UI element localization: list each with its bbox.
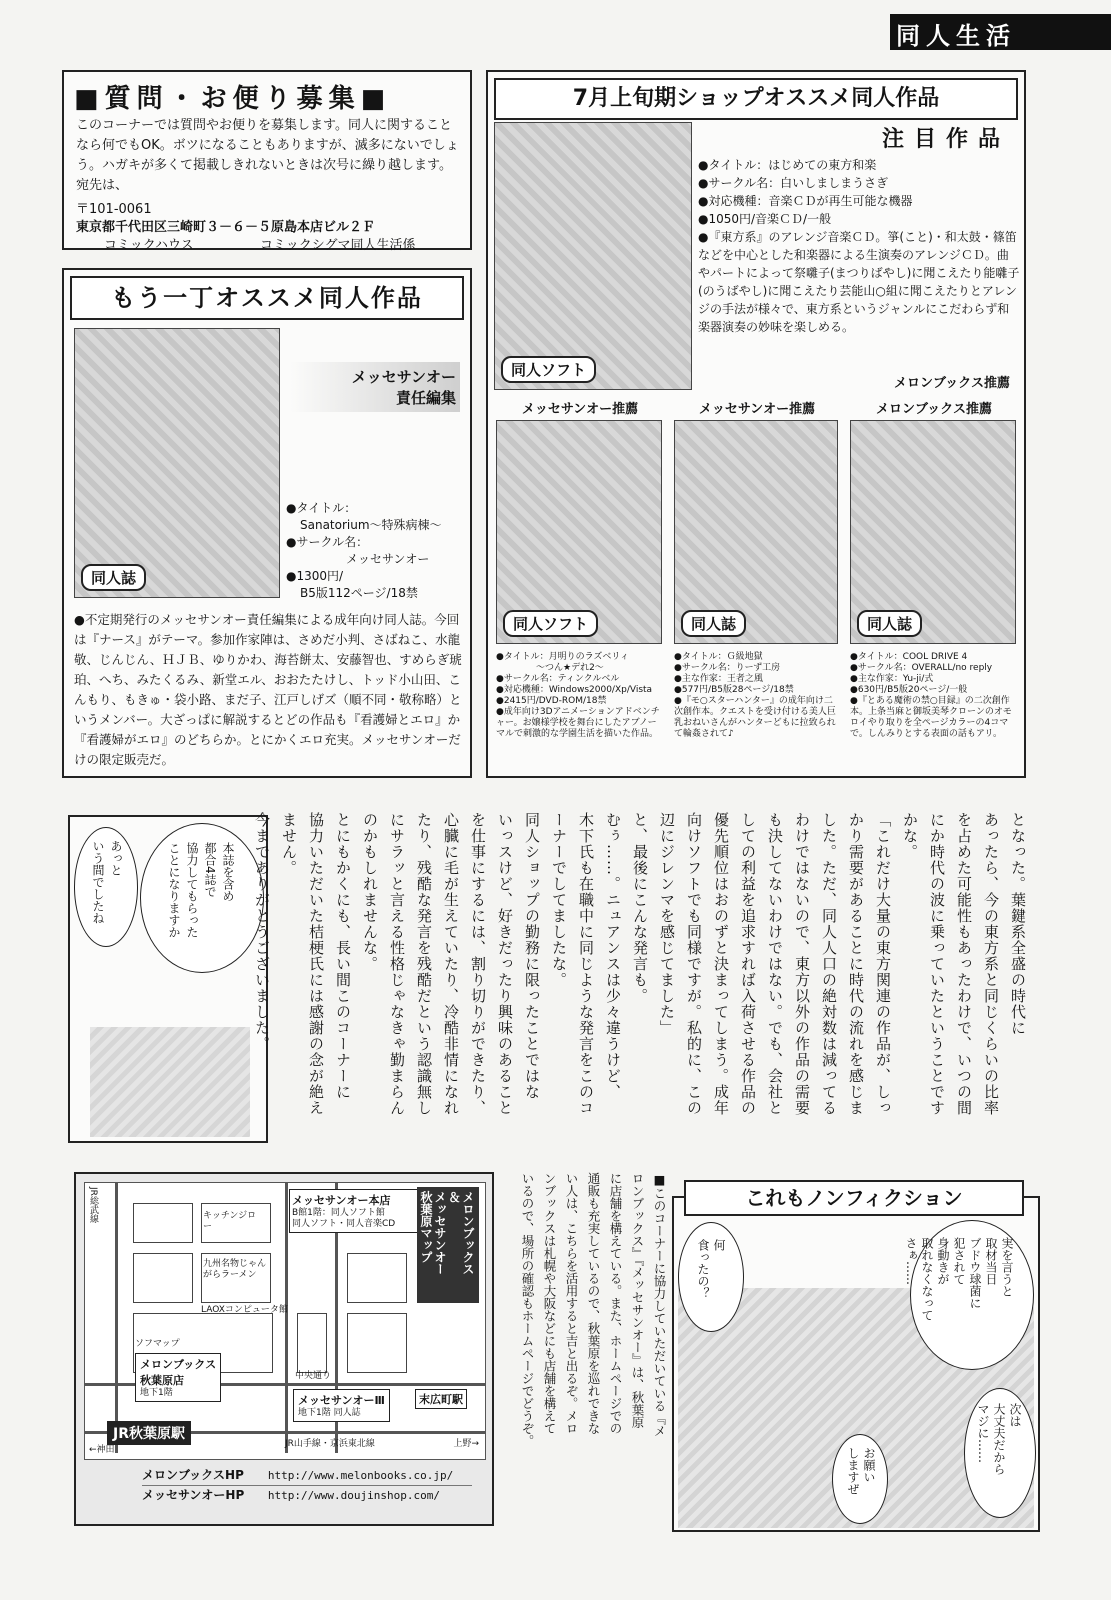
- label-ueno: 上野→: [453, 1439, 479, 1449]
- info-line: ●2415円/DVD-ROM/18禁: [496, 696, 607, 706]
- bubble-text: [975, 1403, 1023, 1475]
- info-line: ●タイトル：: [286, 501, 357, 515]
- label-kyushu: 九州名物じゃんがらラーメン: [203, 1259, 267, 1280]
- info-line: ●タイトル：はじめての東方和楽: [698, 158, 877, 172]
- comic-characters-image: [90, 1027, 250, 1137]
- info-line: ●『とある魔術の禁○目録』の二次創作本。上条当麻と御坂美琴クローンのオモロイやり取りを全ページカラーの4コマで。しんみりとする表面の話もアリ。: [850, 696, 1012, 739]
- info-line: メッセサンオー: [346, 552, 430, 566]
- corner-note: [516, 1172, 670, 1522]
- info-line: ●1050円/音楽ＣＤ/一般: [698, 212, 832, 226]
- bubble-line: お願い: [862, 1447, 876, 1483]
- bubble-line: 取れなくなって: [920, 1237, 934, 1321]
- touhou-cd-cover-image: [494, 122, 692, 390]
- pick-info: [674, 652, 840, 740]
- essay-line: にか時代の波に乗っていたということです: [928, 812, 946, 1116]
- bubble-line: マジに……: [976, 1403, 990, 1463]
- map-title-line: ＆: [447, 1191, 461, 1203]
- comic-title: これもノンフィクション: [684, 1180, 1024, 1216]
- messe-honten-name: メッセサンオー本店: [292, 1194, 391, 1207]
- essay-line: した。ただ、同人人口の絶対数は減ってる: [820, 812, 838, 1116]
- essay-line: 向けソフトでも同様ですが。私的に、この: [685, 812, 703, 1116]
- essay-line: 辺にジレンマを感じてました」: [658, 812, 676, 1036]
- messe-hp-row: [142, 1486, 472, 1505]
- speech-bubble: [832, 1434, 888, 1524]
- map-block: [347, 1313, 407, 1373]
- essay-line: かな。: [901, 812, 919, 860]
- essay-line: にサラッと言える性格じゃなきゃ勤まらん: [388, 812, 406, 1116]
- bubble-text: [165, 842, 237, 938]
- corner-line: ンブックスは札幌や大阪などにも店舗を構えて: [542, 1172, 557, 1435]
- map-title: [417, 1187, 479, 1303]
- info-line: ～つん★デれ2～: [536, 663, 604, 673]
- messe3-name: メッセサンオーⅢ: [298, 1394, 385, 1407]
- essay-line: 協力いただいた桔梗氏には感謝の念が絶え: [307, 812, 325, 1116]
- essay-line: 優先順位はおのずと決まってしまう。成年: [712, 812, 730, 1116]
- essay-line: のかもしれませんな。: [361, 812, 379, 972]
- mou-itcho-title: もう一丁オススメ同人作品: [70, 276, 464, 320]
- melon-name: メロンブックス: [140, 1358, 217, 1371]
- melon-name2: 秋葉原店: [140, 1374, 184, 1387]
- essay-line: となった。葉鍵系全盛の時代に: [1009, 812, 1027, 1036]
- messe-hp-label: メッセサンオーHP: [142, 1488, 245, 1502]
- label-sofmap: ソフマップ: [135, 1339, 180, 1349]
- letters-address: 東京都千代田区三崎町３－６－５原島本店ビル２Ｆ: [76, 220, 376, 235]
- editor-tag: [290, 362, 460, 412]
- cover-badge: 同人誌: [81, 564, 146, 591]
- messe-honten-label: [289, 1189, 425, 1233]
- corner-line: い人は、こちらを活用すると吉と出るぞ。メロ: [564, 1172, 579, 1435]
- letters-postal: 〒101-0061: [76, 202, 152, 217]
- hp-links: [142, 1466, 472, 1505]
- comic-panel-1: [68, 815, 268, 1143]
- bubble-line: 本誌を含め: [221, 842, 235, 902]
- pick-info: [496, 652, 664, 740]
- essay-line: いっスけど、好きだったり興味のあること: [496, 812, 514, 1116]
- info-line: ●630円/B5版20ページ/一般: [850, 685, 968, 695]
- melon-hp-link[interactable]: http://www.melonbooks.co.jp/: [267, 1469, 454, 1482]
- map-block: [297, 1313, 327, 1373]
- sanatorium-info: [286, 500, 466, 602]
- essay-line: とにもかくにも、長い間このコーナーに: [334, 812, 352, 1100]
- map-block: [133, 1253, 193, 1303]
- info-line: ●1300円/: [286, 569, 344, 583]
- melon-hp-label: メロンブックスHP: [142, 1468, 244, 1482]
- melon-sub: 地下1階: [140, 1388, 173, 1398]
- bubble-line: 都合4誌で: [203, 842, 217, 898]
- info-line: ●主な作家：Yu-ji/式: [850, 674, 934, 684]
- map-block: [347, 1253, 407, 1303]
- map-block: [133, 1203, 193, 1243]
- bubble-line: ことになりますか: [167, 842, 181, 938]
- july-title: 7月上旬期ショップオススメ同人作品: [494, 78, 1018, 120]
- bubble-line: 取材当日: [984, 1237, 998, 1285]
- section-tab: [890, 14, 1111, 50]
- bubble-text: [845, 1447, 877, 1495]
- speech-bubble: [74, 827, 138, 947]
- pick-cover-image: [496, 420, 662, 644]
- messe3-sub: 地下1階 同人誌: [298, 1408, 361, 1418]
- info-line: ●サークル名：りーず工房: [674, 663, 781, 673]
- bubble-line: 何: [712, 1239, 726, 1251]
- corner-line: ■このコーナーに協力していただいている『メ: [652, 1172, 667, 1437]
- letters-dept2: コミックシグマ同人生活係: [260, 238, 416, 253]
- info-line: ●サークル名：: [286, 535, 369, 549]
- pick-card: [494, 398, 666, 774]
- speech-bubble: [678, 1222, 744, 1332]
- sanatorium-desc: ●不定期発行のメッセサンオー責任編集による成年向け同人誌。今回は『ナース』がテーマ。参加作家陣は、さめだ小判、さばねこ、水龍敬、じんじん、ＨＪＢ、ゆりかわ、海苔餅太、安藤智也、すめらぎ琥珀、へち、みたくるみ、新堂エル、おおたたけし、トッド小山田、こんもり、もきゅ・袋小路、まだ子、江戸しげズ（順不同・敬称略）というメンバー。大ざっぱに解説するとどの作品も『看護婦とエロ』か『看護婦がエロ』のどちらか。とにかくエロ充実。メッセサンオーだけの限定販売だ。: [74, 612, 462, 767]
- info-line: ●対応機種：Windows2000/Xp/Vista: [496, 685, 653, 695]
- letters-title: ■質問・お便り募集■: [74, 84, 392, 114]
- map-title-line: メッセサンオー: [433, 1191, 447, 1275]
- info-line: ●タイトル：COOL DRIVE 4: [850, 652, 968, 662]
- corner-line: いるので、場所の確認もホームページでどうぞ。: [520, 1172, 535, 1447]
- sanatorium-cover-image: [74, 328, 280, 598]
- pick-badge: 同人ソフト: [503, 610, 598, 637]
- bubble-line: 大丈夫だから: [992, 1403, 1006, 1475]
- comic-panel-2: [672, 1186, 1040, 1532]
- bubble-line: しますぜ: [846, 1447, 860, 1495]
- label-chuo: 中央通り: [295, 1371, 332, 1381]
- speech-bubble: [964, 1388, 1036, 1518]
- mou-itcho-box: [62, 268, 472, 778]
- bubble-line: ブドウ球菌に: [968, 1237, 982, 1309]
- pick-cover-image: [674, 420, 838, 644]
- bubble-line: 次は: [1008, 1403, 1022, 1427]
- info-line: ●サークル名：ティンクルベル: [496, 674, 620, 684]
- essay-line: 心臓に毛が生えていたり、冷酷非情になれ: [442, 812, 460, 1116]
- bubble-line: 食ったの？: [696, 1239, 710, 1299]
- recommender-label: メロンブックス推薦: [894, 376, 1010, 391]
- bubble-text: [903, 1237, 1015, 1321]
- essay-line: 「これだけ大量の東方関連の作品が、しっ: [874, 812, 892, 1116]
- bubble-text: [89, 840, 125, 924]
- essay-line: たり、残酷な発言を残酷だという認識無し: [415, 812, 433, 1116]
- pick-info: [850, 652, 1018, 740]
- info-line: Sanatorium～特殊病棟～: [300, 518, 442, 532]
- essay-line: も決してないわけではない。でも、会社と: [766, 812, 784, 1116]
- essay-line: を仕事にするには、割り切りができたり、: [469, 812, 487, 1116]
- essay-line: 同人ショップの勤務に限ったことではな: [523, 812, 541, 1100]
- editor-line1: メッセサンオー: [351, 368, 456, 386]
- essay-line: 今までありがとうございました。: [253, 812, 271, 1052]
- info-line: ●主な作家：王者之風: [674, 674, 763, 684]
- info-line: ●『モ○スターハンター』の成年向け二次創作本。クエストを受け付ける美人巨乳おねいさんがハンターどもに拉致られて輪姦されて♪: [674, 696, 836, 739]
- label-laox: LAOXコンピュータ館: [201, 1305, 288, 1315]
- messe-honten-sub: 同人ソフト・同人音楽CD: [292, 1219, 396, 1229]
- bubble-line: 犯されて: [952, 1237, 966, 1285]
- essay-line: を占めた可能性もあったわけで、いつの間: [955, 812, 973, 1116]
- map-title-line: 秋葉原マップ: [419, 1191, 433, 1263]
- messe-hp-link[interactable]: http://www.doujinshop.com/: [267, 1489, 441, 1502]
- speech-bubble: [904, 1220, 1034, 1370]
- label-jr-sobu: JR総武線: [88, 1187, 98, 1223]
- info-line: ●577円/B5版28ページ/18禁: [674, 685, 794, 695]
- map-area: [84, 1182, 486, 1460]
- messe3-label: [293, 1389, 390, 1422]
- pick-header: メッセサンオー推薦: [521, 402, 639, 417]
- label-kanda: ←神田: [89, 1445, 115, 1455]
- cover-badge: 同人ソフト: [501, 356, 596, 383]
- suehiro-label: 末広町駅: [415, 1389, 467, 1409]
- essay-text: [248, 812, 1031, 1152]
- featured-label: 注目作品: [881, 127, 1010, 152]
- essay-line: しての利益を追求すれば入荷させる作品の: [739, 812, 757, 1116]
- essay-line: と、最後にこんな発言も。: [631, 812, 649, 1004]
- road: [115, 1183, 118, 1453]
- letters-body: このコーナーでは質問やお便りを募集します。同人に関することなら何でもOK。ボツになることもありますが、滅多にないでしょう。ハガキが多くて掲載しきれないときは次号に繰り越します。宛先は、: [76, 118, 459, 193]
- info-line: B5版112ページ/18禁: [300, 586, 418, 600]
- corner-line: に店舗を構えている。また、ホームページでの: [608, 1172, 623, 1435]
- essay-line: 木下氏も在職中に同じような発言をこのコ: [577, 812, 595, 1116]
- corner-line: 通販も充実しているので、秋葉原を巡れできな: [586, 1172, 601, 1435]
- melon-hp-row: [142, 1466, 472, 1486]
- map-title-line: メロンブックス: [461, 1191, 475, 1275]
- essay-line: かり需要があることに時代の流れを感じま: [847, 812, 865, 1116]
- pick-badge: 同人誌: [857, 610, 922, 637]
- july-box: [486, 70, 1026, 778]
- info-line: ●成年向け3Dアニメーションアドベンチャー。お嬢様学校を舞台にしたアブノーマルで刺激的な学園生活を描いた作品。: [496, 707, 660, 739]
- touhou-info: [698, 156, 1020, 336]
- essay-line: むぅ……。ニュアンスは少々違うけど、: [604, 812, 622, 1100]
- info-line: ●対応機種：音楽ＣＤが再生可能な機器: [698, 194, 913, 208]
- essay-line: ません。: [280, 812, 298, 876]
- speech-bubble: [140, 823, 264, 973]
- pick-card: [848, 398, 1020, 774]
- letters-box: [62, 70, 472, 253]
- letters-dept1: コミックハウス: [104, 238, 194, 253]
- pick-badge: 同人誌: [681, 610, 746, 637]
- info-line: ●タイトル：月明りのラズベリィ: [496, 652, 630, 662]
- editor-line2: 責任編集: [395, 389, 456, 407]
- bubble-text: [695, 1239, 727, 1299]
- pick-card: [672, 398, 842, 774]
- bubble-line: いう間でしたね: [91, 840, 105, 924]
- label-kitchen: キッチンジロー: [203, 1211, 257, 1232]
- corner-line: ロンブックス』『メッセサンオー』は、秋葉原: [630, 1172, 645, 1429]
- road: [285, 1183, 288, 1453]
- info-line: ●タイトル：Ｇ級地獄: [674, 652, 763, 662]
- bubble-line: 身動きが: [936, 1237, 950, 1285]
- label-yamanote: JR山手線・京浜東北線: [285, 1439, 375, 1449]
- bubble-line: あっと: [109, 840, 123, 876]
- section-tab-label: 同人生活: [896, 21, 1016, 50]
- bubble-line: 協力してもらった: [185, 842, 199, 938]
- bubble-line: 実を言うと: [1000, 1237, 1014, 1297]
- akiba-map: [74, 1172, 494, 1526]
- jr-akiba-label: JR秋葉原駅: [107, 1421, 191, 1445]
- touhou-desc: ●『東方系』のアレンジ音楽ＣＤ。箏(こと)・和太鼓・篠笛などを中心とした和楽器による生演奏のアレンジＣＤ。曲やパートによって祭囃子(まつりばやし)に聞こえたり能囃子(のうばやし)に聞こえたり芸能山○組に聞こえたりとアレンジの手法が様々で、東方系というジャンルにこだわらず和楽器演奏の妙味を楽しめる。: [698, 230, 1020, 334]
- essay-line: あったら、今の東方系と同じくらいの比率: [982, 812, 1000, 1116]
- info-line: ●サークル名：白いしましまうさぎ: [698, 176, 889, 190]
- melon-label: [135, 1353, 221, 1402]
- info-line: ●サークル名：OVERALL/no reply: [850, 663, 993, 673]
- pick-header: メッセサンオー推薦: [698, 402, 816, 417]
- pick-header: メロンブックス推薦: [876, 402, 992, 417]
- essay-line: ーナーでしてましたな。: [550, 812, 568, 988]
- pick-cover-image: [850, 420, 1016, 644]
- messe-honten-sub: B館1階：同人ソフト館: [292, 1208, 385, 1218]
- bubble-line: さぁ……: [904, 1237, 918, 1285]
- essay-line: わけではないので、東方以外の作品の需要: [793, 812, 811, 1116]
